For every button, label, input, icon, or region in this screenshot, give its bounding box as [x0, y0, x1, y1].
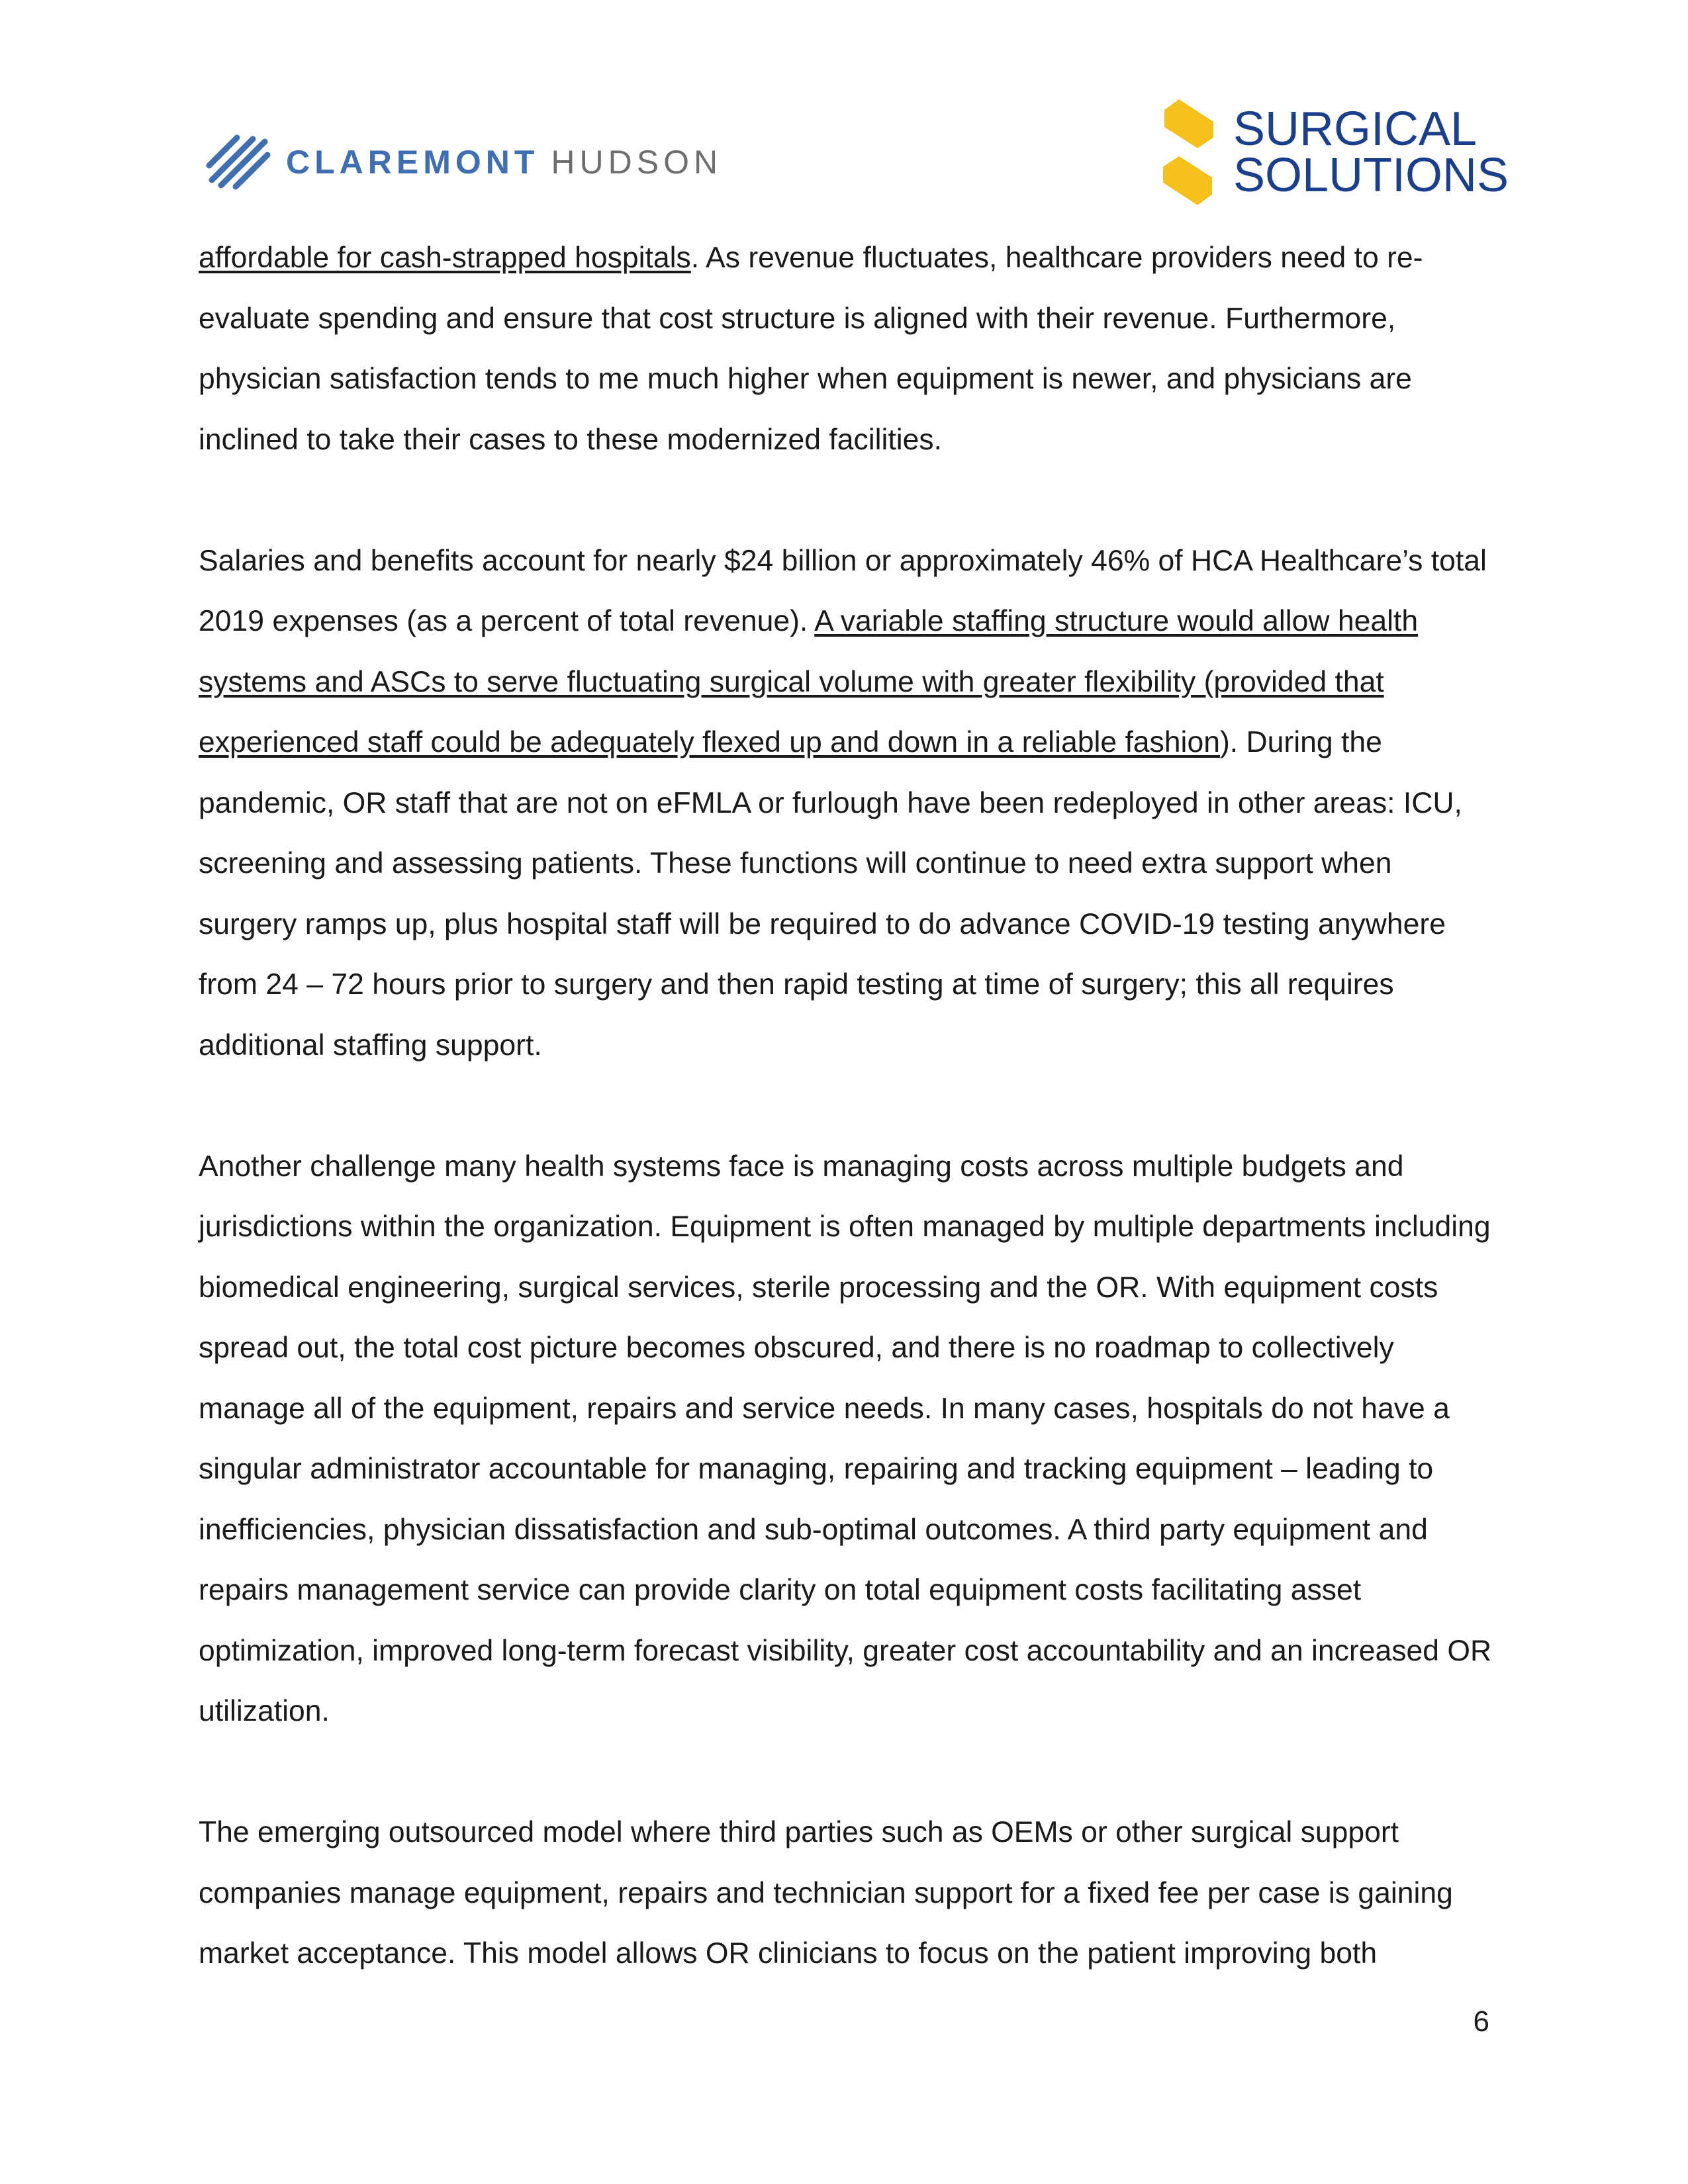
paragraph-3	[199, 1136, 1496, 1742]
logo-surgical-text: SURGICAL	[1233, 103, 1477, 156]
paragraph-text: Another challenge many health systems face is managing costs across multiple budgets and jurisdictions within the organization. Equipment is often managed by multiple departments including biomedical engineering, surgical services, sterile processing and the OR. With equipment costs spread out, the total cost picture becomes obscured, and there is no roadmap to collectively manage all of the equipment, repairs and service needs. In many cases, hospitals do not have a singular administrator accountable for managing, repairing and tracking equipment – leading to inefficiencies, physician dissatisfaction and sub-optimal outcomes. A third party equipment and repairs management service can provide clarity on total equipment costs facilitating asset optimization, improved long-term forecast visibility, greater cost accountability and an increased OR utilization.	[199, 1150, 1492, 1727]
logo-claremont-text: CLAREMONT	[286, 144, 539, 181]
underlined-text: A variable staffing structure would allow health systems and ASCs to serve fluctuating surgical volume with greater flexibility (provided that experienced staff could be adequately flexed up and down in a reliable fashion	[199, 605, 1419, 758]
underlined-text: affordable for cash-strapped hospitals	[199, 242, 691, 274]
paragraph-text: . As revenue fluctuates, healthcare providers need to re-evaluate spending and ensure that cost structure is aligned with their revenue. Furthermore, physician satisfaction tends to me much higher when equipment is newer, and physicians are inclined to take their cases to these modernized facilities.	[199, 242, 1423, 456]
paragraph-text: ). During the pandemic, OR staff that are not on eFMLA or furlough have been redeployed in other areas: ICU, screening and assessing patients. These functions will continue to need extra support when surgery ramps up, plus hospital staff will be required to do advance COVID-19 testing anywhere from 24 – 72 hours prior to surgery and then rapid testing at time of surgery; this all requires additional staffing support.	[199, 726, 1462, 1062]
logo-hudson-text: HUDSON	[551, 144, 723, 181]
document-body	[199, 228, 1496, 2044]
paragraph-text: Salaries and benefits account for nearly $24 billion or approximately 46% of HCA Healthcare’s total 2019 expenses (as a percent of total revenue).	[199, 544, 1487, 637]
logo-solutions-text: SOLUTIONS	[1233, 149, 1509, 202]
diagonal-stripes-icon	[205, 132, 271, 192]
surgical-solutions-logo	[1162, 99, 1509, 205]
s-shape-icon	[1162, 99, 1215, 205]
claremont-hudson-logo	[205, 132, 722, 192]
page-header	[0, 0, 1688, 212]
page-number: 6	[1473, 2005, 1489, 2038]
paragraph-text: The emerging outsourced model where third parties such as OEMs or other surgical support companies manage equipment, repairs and technician support for a fixed fee per case is gaining market acceptance. This model allows OR clinicians to focus on the patient improving both	[199, 1816, 1453, 1970]
paragraph-2	[199, 531, 1496, 1076]
paragraph-4	[199, 1802, 1496, 1984]
paragraph-1	[199, 228, 1496, 470]
